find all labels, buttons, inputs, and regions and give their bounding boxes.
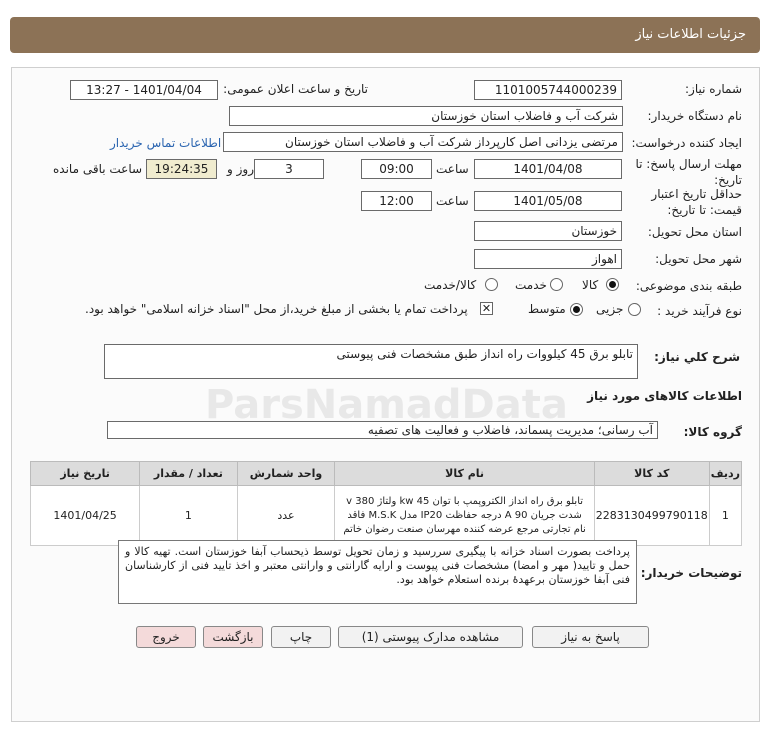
items-table bbox=[30, 461, 742, 546]
category-goods-service-label: کالا/خدمت bbox=[424, 278, 477, 292]
buyer-name-label: نام دستگاه خریدار: bbox=[647, 109, 742, 123]
reply-deadline-label-line2: تاریخ: bbox=[714, 173, 742, 187]
reply-hour-label: ساعت bbox=[436, 162, 469, 176]
back-button[interactable]: بازگشت bbox=[203, 626, 263, 648]
cell-unit: عدد bbox=[237, 486, 335, 546]
attachments-button[interactable]: مشاهده مدارک پیوستی (1) bbox=[338, 626, 523, 648]
announce-datetime-label: تاریخ و ساعت اعلان عمومی: bbox=[223, 82, 368, 96]
col-name: نام کالا bbox=[335, 462, 594, 486]
purchase-medium-radio[interactable] bbox=[570, 303, 583, 316]
category-goods-service-radio[interactable] bbox=[485, 278, 498, 291]
purchase-partial-radio[interactable] bbox=[628, 303, 641, 316]
reply-deadline-label-line1: مهلت ارسال پاسخ: تا bbox=[635, 157, 742, 171]
min-price-label-line2: قیمت: تا تاریخ: bbox=[667, 203, 742, 217]
treasury-note: پرداخت تمام یا بخشی از مبلغ خرید،از محل "اسناد خزانه اسلامی" خواهد بود. bbox=[85, 302, 468, 316]
category-service-label: خدمت bbox=[515, 278, 547, 292]
days-field: 3 bbox=[254, 159, 324, 179]
requester-field: مرتضی یزدانی اصل کارپرداز شرکت آب و فاضلاب استان خوزستان bbox=[223, 132, 623, 152]
need-number-label: شماره نیاز: bbox=[685, 82, 742, 96]
requester-label: ایجاد کننده درخواست: bbox=[631, 136, 742, 150]
announce-datetime-field: 1401/04/04 - 13:27 bbox=[70, 80, 218, 100]
cell-date: 1401/04/25 bbox=[31, 486, 140, 546]
print-button[interactable]: چاپ bbox=[271, 626, 331, 648]
min-price-label-line1: حداقل تاریخ اعتبار bbox=[651, 187, 742, 201]
reply-deadline-label bbox=[635, 156, 742, 188]
buyer-name-field: شرکت آب و فاضلاب استان خوزستان bbox=[229, 106, 623, 126]
table-header-row bbox=[31, 462, 742, 486]
goods-info-heading: اطلاعات کالاهای مورد نیاز bbox=[587, 389, 742, 403]
remaining-label: ساعت باقی مانده bbox=[53, 162, 143, 176]
category-goods-radio[interactable] bbox=[606, 278, 619, 291]
city-field: اهواز bbox=[474, 249, 622, 269]
general-desc-label: شرح کلي نياز: bbox=[654, 350, 740, 364]
price-time-field: 12:00 bbox=[361, 191, 432, 211]
min-price-label bbox=[651, 186, 742, 218]
category-label: طبقه بندی موضوعی: bbox=[635, 279, 742, 293]
exit-button[interactable]: خروج bbox=[136, 626, 196, 648]
col-qty: تعداد / مقدار bbox=[140, 462, 237, 486]
col-unit: واحد شمارش bbox=[237, 462, 335, 486]
goods-group-field: آب رسانی؛ مدیریت پسماند، فاضلاب و فعالیت های تصفیه bbox=[107, 421, 658, 439]
cell-name: تابلو برق راه انداز الکتروپمپ با توان 45 kw ولتاژ 380 v شدت جریان 90 A درجه حفاظت IP20 مدل M.S.K فاقد نام تجارتی مرجع عرضه کننده مهرسان صنعت رضوان خاتم bbox=[335, 486, 594, 546]
price-date-field: 1401/05/08 bbox=[474, 191, 622, 211]
buyer-notes-field: پرداخت بصورت اسناد خزانه با پیگیری سررسید و زمان تحویل توسط ذیحساب آبفا خوزستان است. تهیه کالا و حمل و تایید( مهر و امضا) مشخصات فنی پیوست و ارایه گارانتی و وارانتی معتبر و اخذ تایید فنی از کارشناسان فنی آبفا خوزستان برعهدهٔ برنده استعلام خواهد بود. bbox=[118, 540, 637, 604]
purchase-medium-label: متوسط bbox=[528, 302, 566, 316]
need-number-field: 1101005744000239 bbox=[474, 80, 622, 100]
day-and-label: روز و bbox=[227, 162, 254, 176]
cell-code: 2283130499790118 bbox=[594, 486, 709, 546]
treasury-checkbox[interactable]: ✕ bbox=[481, 302, 492, 315]
cell-row: 1 bbox=[709, 486, 741, 546]
general-desc-field: تابلو برق 45 کیلووات راه انداز طبق مشخصات فنی پیوستی bbox=[104, 344, 638, 379]
remaining-time-field: 19:24:35 bbox=[146, 159, 217, 179]
table-row bbox=[31, 486, 742, 546]
cell-qty: 1 bbox=[140, 486, 237, 546]
goods-group-label: گروه کالا: bbox=[683, 425, 742, 439]
reply-time-field: 09:00 bbox=[361, 159, 432, 179]
buyer-notes-label: توضیحات خریدار: bbox=[640, 566, 742, 580]
purchase-partial-label: جزیی bbox=[596, 302, 624, 316]
category-goods-label: کالا bbox=[582, 278, 599, 292]
col-row: ردیف bbox=[709, 462, 741, 486]
delivery-province-label: استان محل تحویل: bbox=[647, 225, 742, 239]
col-code: کد کالا bbox=[594, 462, 709, 486]
province-field: خوزستان bbox=[474, 221, 622, 241]
delivery-city-label: شهر محل تحویل: bbox=[655, 252, 742, 266]
category-service-radio[interactable] bbox=[550, 278, 563, 291]
page-header bbox=[10, 17, 760, 53]
reply-button[interactable]: پاسخ به نیاز bbox=[532, 626, 649, 648]
buyer-contact-link[interactable]: اطلاعات تماس خریدار bbox=[110, 136, 222, 150]
page-title: جزئیات اطلاعات نیاز bbox=[635, 27, 746, 42]
price-hour-label: ساعت bbox=[436, 194, 469, 208]
reply-date-field: 1401/04/08 bbox=[474, 159, 622, 179]
purchase-type-label: نوع فرآیند خرید : bbox=[657, 304, 742, 318]
col-date: تاریخ نیاز bbox=[31, 462, 140, 486]
